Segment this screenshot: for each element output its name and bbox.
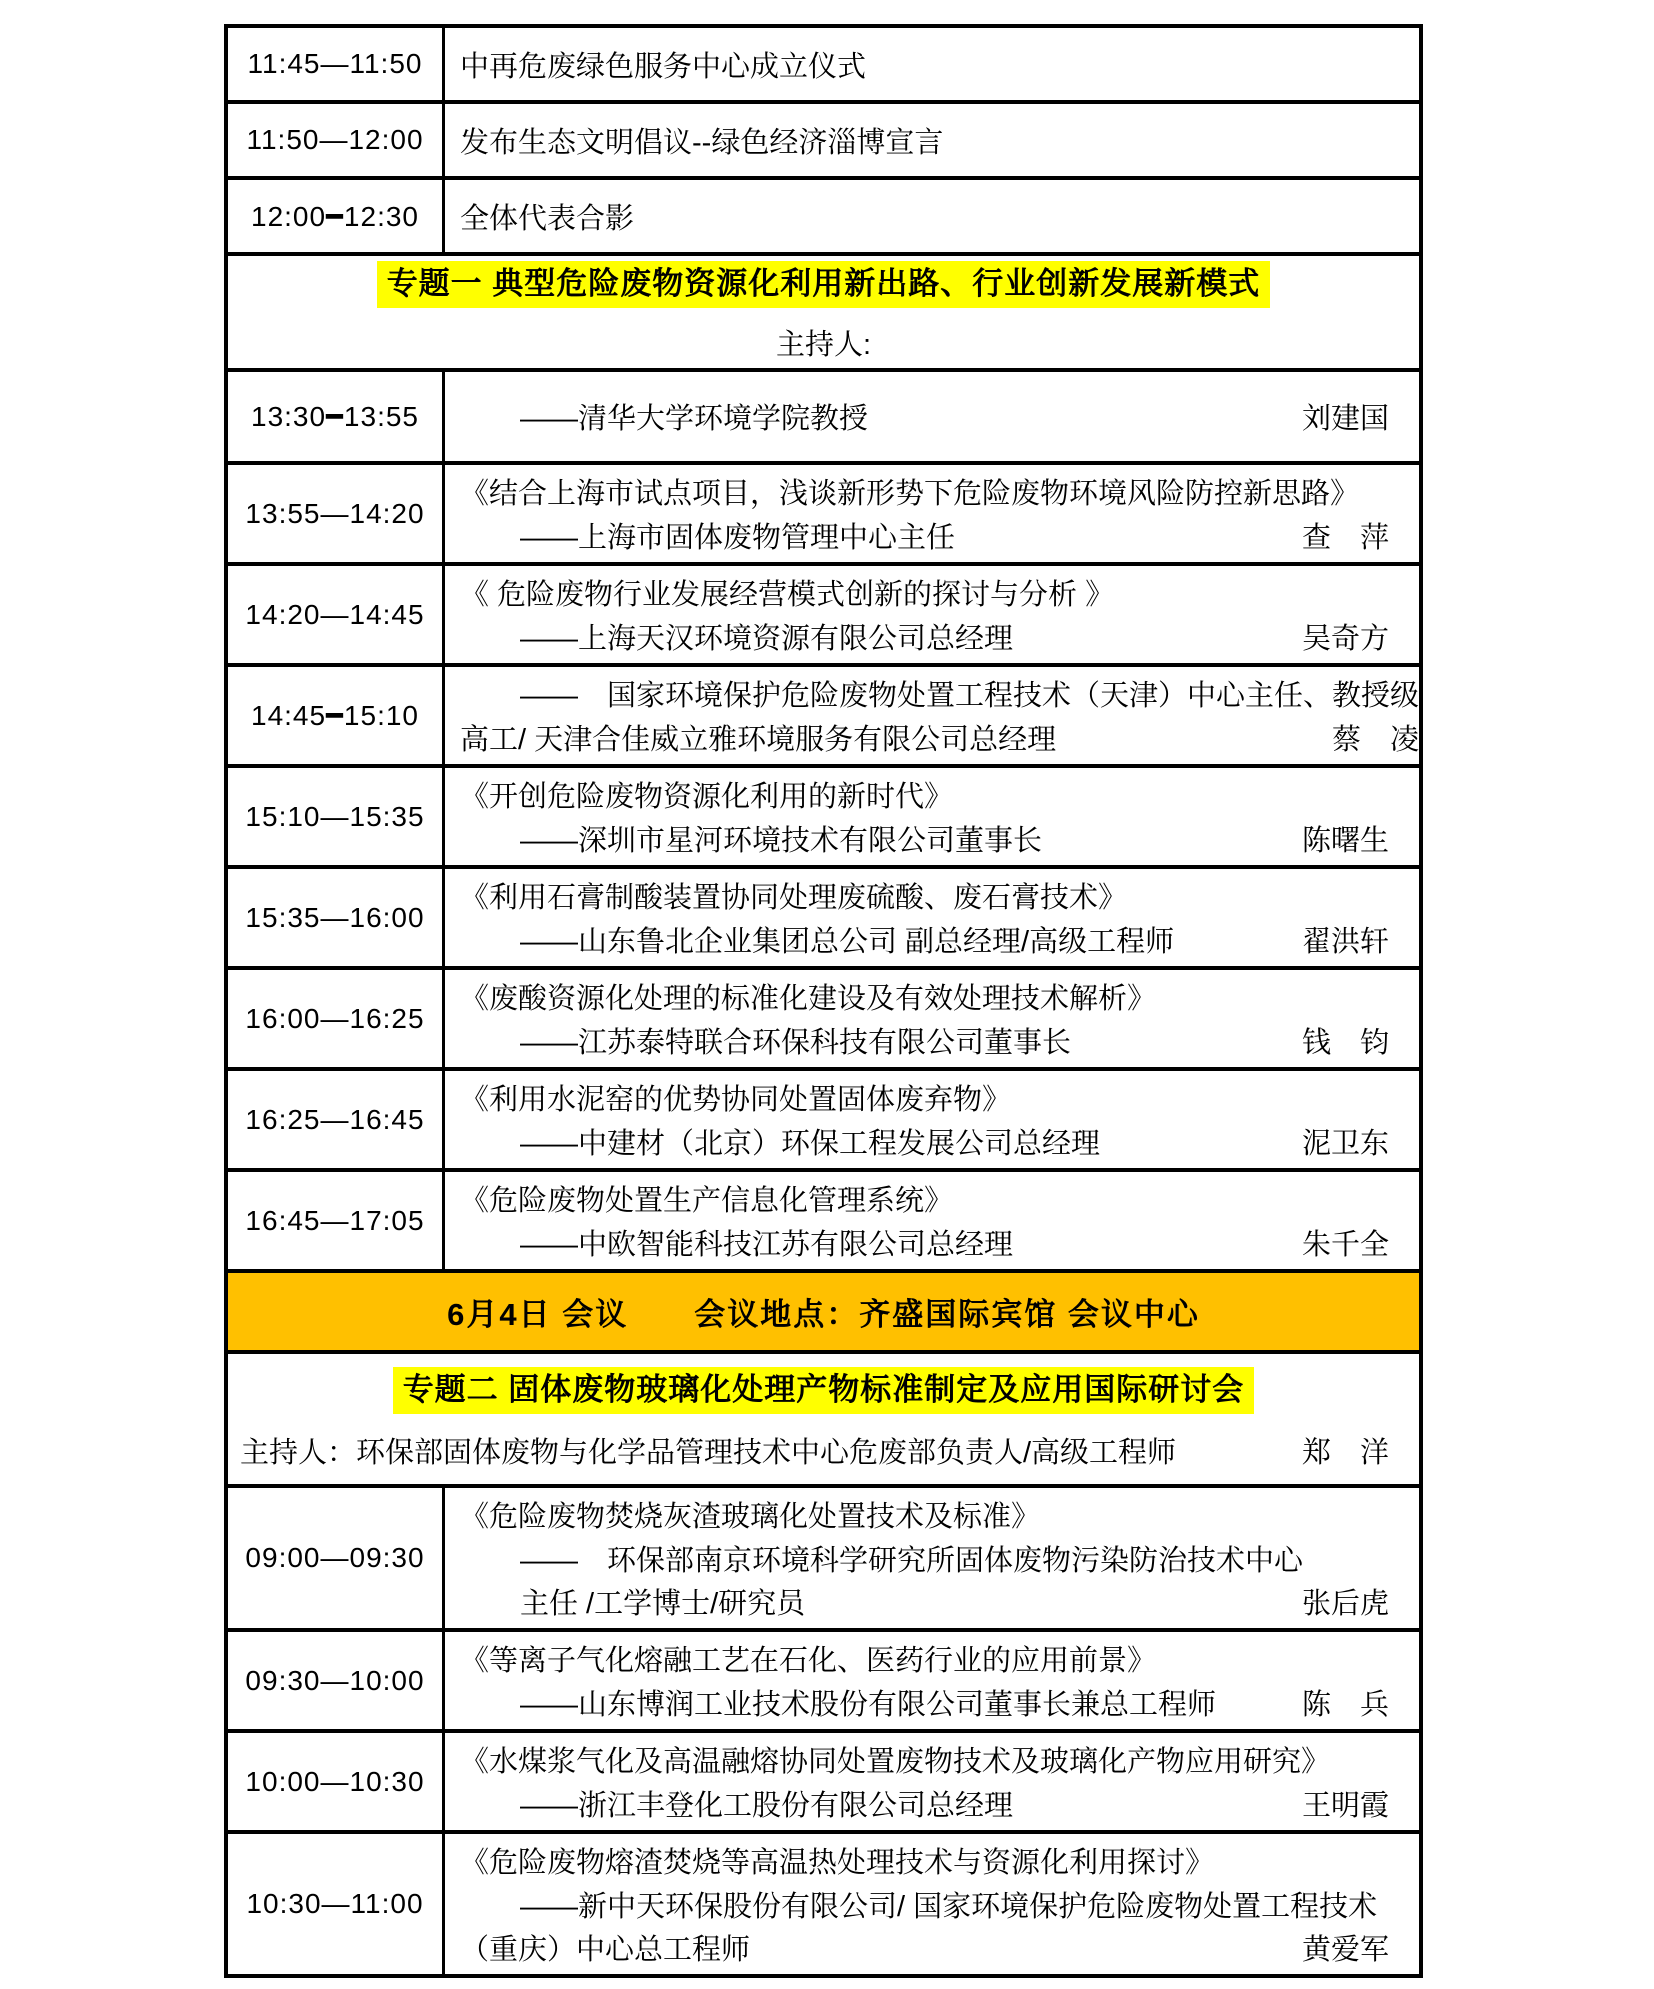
talk-text: 中再危废绿色服务中心成立仪式 (460, 50, 867, 83)
talk-title: 《危险废物焚烧灰渣玻璃化处置技术及标准》 (460, 1501, 1041, 1534)
content-line (460, 1178, 1389, 1219)
talk-text: ——中建材（北京）环保工程发展公司总经理 (520, 1127, 1101, 1160)
time-cell: 10:30—11:00 (228, 1834, 445, 1974)
table-row (228, 1830, 1419, 1974)
talk-title: 《利用石膏制酸装置协同处理废硫酸、废石膏技术》 (460, 882, 1128, 915)
content-line (460, 1538, 1389, 1579)
speaker-name: 郑 洋 (1301, 1436, 1389, 1469)
talk-title: 《利用水泥窑的优势协同处置固体废弃物》 (460, 1084, 1012, 1117)
session-cell (445, 372, 1419, 461)
moderator-line (228, 1430, 1419, 1471)
talk-text: 全体代表合影 (460, 202, 635, 235)
speaker-name: 朱千全 (1301, 1228, 1389, 1261)
table-row (228, 100, 1419, 176)
content-line (460, 44, 1389, 85)
speaker-name: 王明霞 (1301, 1789, 1389, 1822)
talk-text: 发布生态文明倡议--绿色经济淄博宣言 (460, 126, 944, 159)
table-row (228, 663, 1419, 764)
content-line (460, 1840, 1389, 1881)
table-row (228, 461, 1419, 562)
talk-text: —— 环保部南京环境科学研究所固体废物污染防治技术中心 (520, 1544, 1304, 1577)
time-cell: 15:35—16:00 (228, 869, 445, 966)
time-cell: 15:10—15:35 (228, 768, 445, 865)
talk-text: ——中欧智能科技江苏有限公司总经理 (520, 1228, 1014, 1261)
time-cell: 13:30━13:55 (228, 372, 445, 461)
content-line (460, 1783, 1389, 1824)
content-line (460, 717, 1419, 758)
content-line (460, 1121, 1389, 1162)
session-cell (445, 1488, 1419, 1628)
moderator-label: 主持人：环保部固体废物与化学品管理技术中心危废部负责人/高级工程师 (240, 1436, 1177, 1469)
content-line (460, 818, 1389, 859)
content-line (460, 1222, 1389, 1263)
content-line (460, 396, 1389, 437)
session-cell (445, 768, 1419, 865)
table-row (228, 1628, 1419, 1729)
session-cell (445, 667, 1449, 764)
talk-text: ——深圳市星河环境技术有限公司董事长 (520, 824, 1043, 857)
session-header (228, 252, 1419, 368)
talk-title: 《 危险废物行业发展经营模式创新的探讨与分析 》 (460, 579, 1115, 612)
session-title-highlight: 专题一 典型危险废物资源化利用新出路、行业创新发展新模式 (377, 261, 1271, 308)
content-line (460, 120, 1389, 161)
table-row (228, 1729, 1419, 1830)
table-row (228, 1484, 1419, 1628)
content-line (460, 1884, 1389, 1925)
session-cell (445, 1834, 1419, 1974)
talk-text: ——浙江丰登化工股份有限公司总经理 (520, 1789, 1014, 1822)
session-cell (445, 1071, 1419, 1168)
speaker-name: 吴奇方 (1301, 622, 1389, 655)
speaker-name: 钱 钧 (1301, 1026, 1389, 1059)
table-row (228, 28, 1419, 100)
content-line (460, 1077, 1389, 1118)
talk-title: 《废酸资源化处理的标准化建设及有效处理技术解析》 (460, 983, 1157, 1016)
session-cell (445, 869, 1419, 966)
content-line (460, 1739, 1389, 1780)
session-cell (445, 180, 1419, 252)
content-line (460, 875, 1389, 916)
content-line (460, 673, 1419, 714)
talk-title: 《危险废物熔渣焚烧等高温热处理技术与资源化利用探讨》 (460, 1847, 1215, 1880)
session-cell (445, 1733, 1419, 1830)
talk-text: ——上海天汉环境资源有限公司总经理 (520, 622, 1014, 655)
time-cell: 13:55—14:20 (228, 465, 445, 562)
talk-text: ——清华大学环境学院教授 (520, 403, 869, 435)
time-cell: 14:20—14:45 (228, 566, 445, 663)
time-cell: 10:00—10:30 (228, 1733, 445, 1830)
talk-text: 主任 /工学博士/研究员 (520, 1587, 806, 1620)
speaker-name: 刘建国 (1301, 403, 1389, 435)
content-line (460, 515, 1389, 556)
table-row (228, 368, 1419, 461)
time-cell: 14:45━15:10 (228, 667, 445, 764)
talk-text: （重庆）中心总工程师 (460, 1933, 751, 1966)
schedule-table (224, 24, 1423, 1978)
content-line (460, 976, 1389, 1017)
session-cell (445, 1172, 1419, 1269)
talk-text: ——新中天环保股份有限公司/ 国家环境保护危险废物处置工程技术 (520, 1890, 1378, 1923)
content-line (460, 919, 1389, 960)
time-cell: 11:50—12:00 (228, 104, 445, 176)
speaker-name: 黄爱军 (1301, 1933, 1389, 1966)
talk-text: ——江苏泰特联合环保科技有限公司董事长 (520, 1026, 1072, 1059)
speaker-name: 查 萍 (1301, 521, 1389, 554)
table-row (228, 1067, 1419, 1168)
speaker-name: 陈曙生 (1301, 824, 1389, 857)
session-title-wrap (228, 1367, 1419, 1414)
table-row (228, 1168, 1419, 1269)
talk-text: ——上海市固体废物管理中心主任 (520, 521, 956, 554)
table-row (228, 176, 1419, 252)
day-banner: 6月4日 会议 会议地点：齐盛国际宾馆 会议中心 (228, 1269, 1419, 1350)
content-line (460, 196, 1389, 237)
time-cell: 09:30—10:00 (228, 1632, 445, 1729)
content-line (460, 471, 1389, 512)
talk-title: 《结合上海市试点项目，浅谈新形势下危险废物环境风险防控新思路》 (460, 478, 1360, 511)
session-cell (445, 566, 1419, 663)
session-header (228, 1350, 1419, 1484)
table-row (228, 865, 1419, 966)
talk-title: 《等离子气化熔融工艺在石化、医药行业的应用前景》 (460, 1645, 1157, 1678)
session-cell (445, 104, 1419, 176)
time-cell: 09:00—09:30 (228, 1488, 445, 1628)
content-line (460, 1581, 1389, 1622)
time-cell: 16:25—16:45 (228, 1071, 445, 1168)
talk-text: —— 国家环境保护危险废物处置工程技术（天津）中心主任、教授级 (520, 680, 1420, 713)
time-cell: 16:45—17:05 (228, 1172, 445, 1269)
table-row (228, 764, 1419, 865)
session-cell (445, 1632, 1419, 1729)
talk-title: 《危险废物处置生产信息化管理系统》 (460, 1185, 954, 1218)
content-line (460, 1682, 1389, 1723)
content-line (460, 774, 1389, 815)
talk-text: 高工/ 天津合佳威立雅环境服务有限公司总经理 (460, 723, 1057, 756)
time-cell: 11:45—11:50 (228, 28, 445, 100)
speaker-name: 蔡 凌 (1332, 723, 1420, 756)
content-line (460, 1638, 1389, 1679)
speaker-name: 陈 兵 (1301, 1688, 1389, 1721)
time-cell: 16:00—16:25 (228, 970, 445, 1067)
speaker-name: 泥卫东 (1301, 1127, 1389, 1160)
session-cell (445, 28, 1419, 100)
talk-text: ——山东博润工业技术股份有限公司董事长兼总工程师 (520, 1688, 1217, 1721)
speaker-name: 张后虎 (1301, 1587, 1389, 1620)
content-line (460, 1494, 1389, 1535)
talk-title: 《水煤浆气化及高温融熔协同处置废物技术及玻璃化产物应用研究》 (460, 1746, 1331, 1779)
table-row (228, 562, 1419, 663)
session-cell (445, 465, 1419, 562)
moderator-label: 主持人: (775, 328, 872, 361)
time-cell: 12:00━12:30 (228, 180, 445, 252)
content-line (460, 572, 1389, 613)
content-line (460, 1927, 1389, 1968)
talk-text: ——山东鲁北企业集团总公司 副总经理/高级工程师 (520, 925, 1175, 958)
session-cell (445, 970, 1419, 1067)
table-row (228, 966, 1419, 1067)
content-line (460, 616, 1389, 657)
speaker-name: 翟洪轩 (1301, 925, 1389, 958)
talk-title: 《开创危险废物资源化利用的新时代》 (460, 781, 954, 814)
content-line (460, 1020, 1389, 1061)
session-title-highlight: 专题二 固体废物玻璃化处理产物标准制定及应用国际研讨会 (393, 1367, 1255, 1414)
